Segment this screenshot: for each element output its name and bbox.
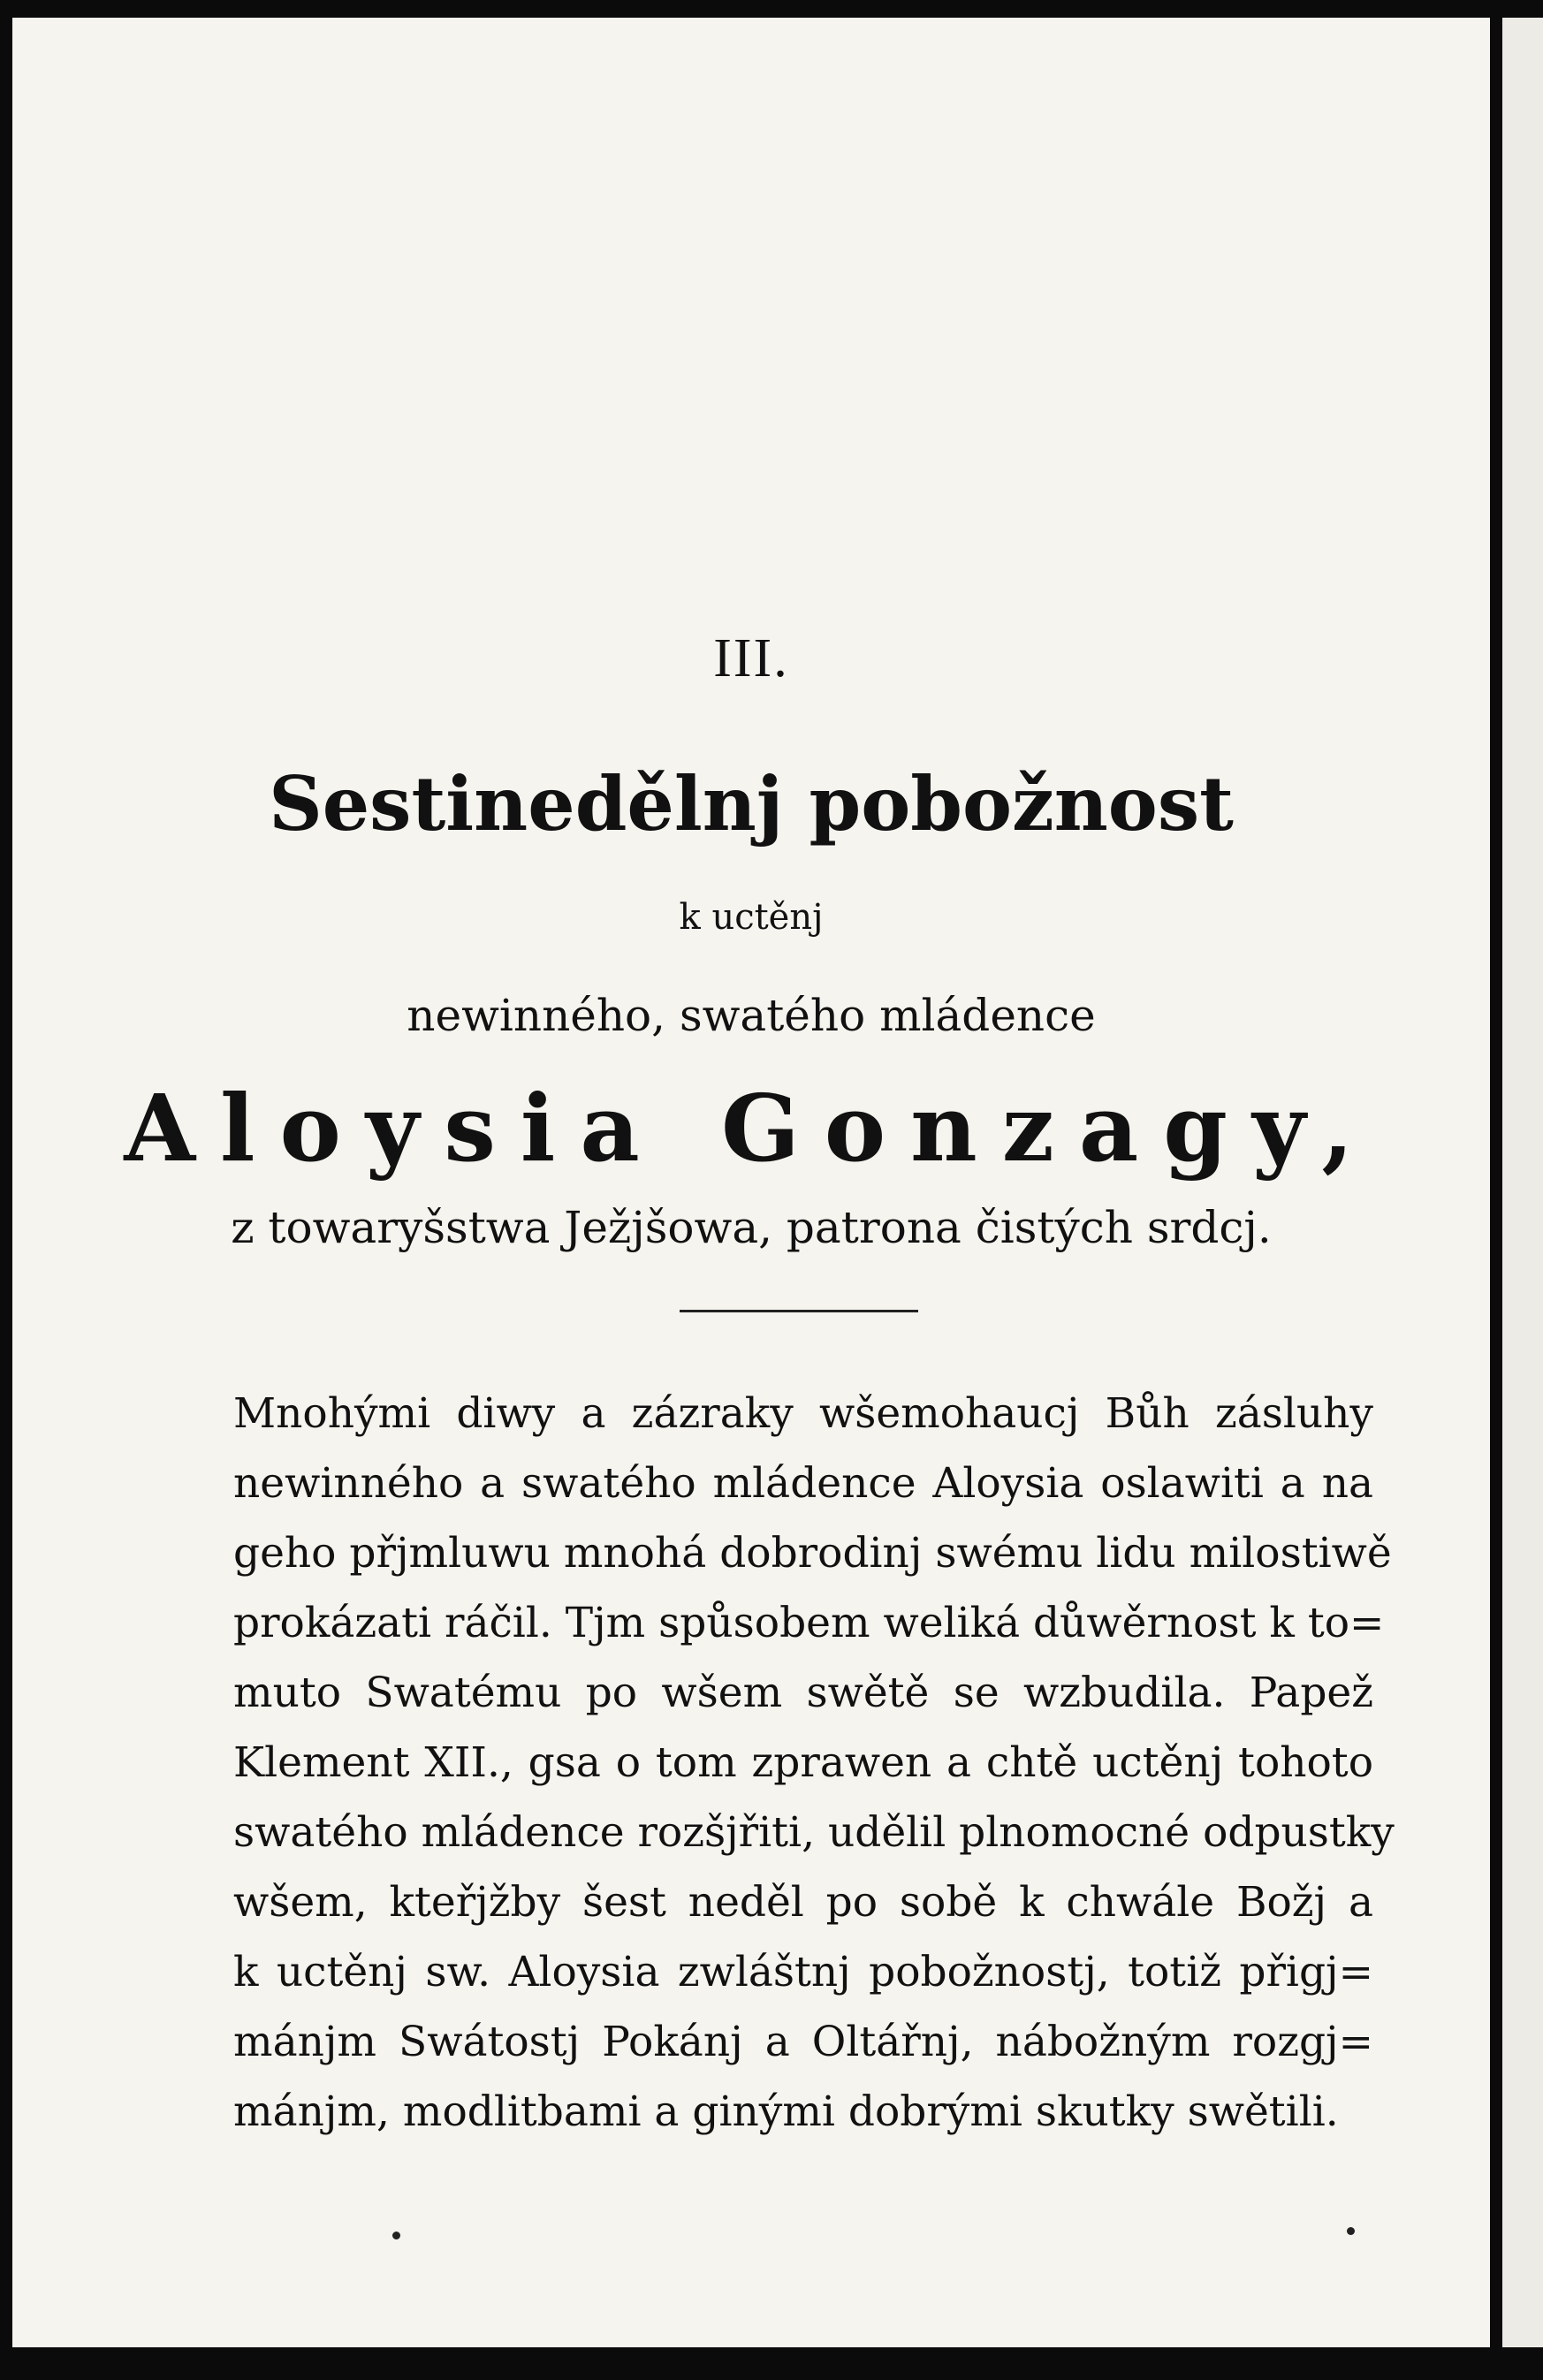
body-line: muto Swatému po wšem swětě se wzbudila. Papež (233, 1669, 1373, 1717)
body-line: prokázati ráčil. Tjm spůsobem weliká důwěrnost k to= (233, 1599, 1385, 1647)
saint-name: Aloysia Gonzagy, (124, 1074, 1379, 1182)
body-line: Klement XII., gsa o tom zprawen a chtě uctěnj tohoto (233, 1738, 1373, 1787)
subtitle-description: newinného, swatého mládence (407, 990, 1096, 1041)
section-number: III. (713, 628, 789, 688)
body-line: Mnohými diwy a zázraky wšemohaucj Bůh zásluhy (233, 1389, 1373, 1438)
page-title: Sestinedělnj pobožnost (269, 760, 1234, 848)
book-page (12, 18, 1490, 2347)
body-line: swatého mládence rozšjřiti, udělil plnomocné odpustky (233, 1808, 1395, 1857)
body-line: newinného a swatého mládence Aloysia oslawiti a na (233, 1459, 1373, 1508)
subtitle-dedication: k uctěnj (679, 897, 824, 938)
body-line: geho přjmluwu mnohá dobrodinj swému lidu milostiwě (233, 1529, 1392, 1578)
speck-mark (1347, 2227, 1355, 2235)
subtitle-patron: z towaryšstwa Ježjšowa, patrona čistých srdcj. (231, 1202, 1272, 1253)
speck-mark (392, 2232, 400, 2239)
body-line: wšem, kteřjžby šest neděl po sobě k chwále Božj a (233, 1878, 1373, 1927)
adjacent-page-edge (1502, 18, 1543, 2347)
body-line: mánjm Swátostj Pokánj a Oltářnj, nábožným rozgj= (233, 2018, 1373, 2066)
body-paragraph (233, 1379, 1395, 2147)
body-line: k uctěnj sw. Aloysia zwláštnj pobožnostj, totiž přigj= (233, 1948, 1373, 1996)
divider-rule (680, 1310, 918, 1312)
body-line: mánjm, modlitbami a ginými dobrými skutky swětili. (233, 2087, 1339, 2136)
